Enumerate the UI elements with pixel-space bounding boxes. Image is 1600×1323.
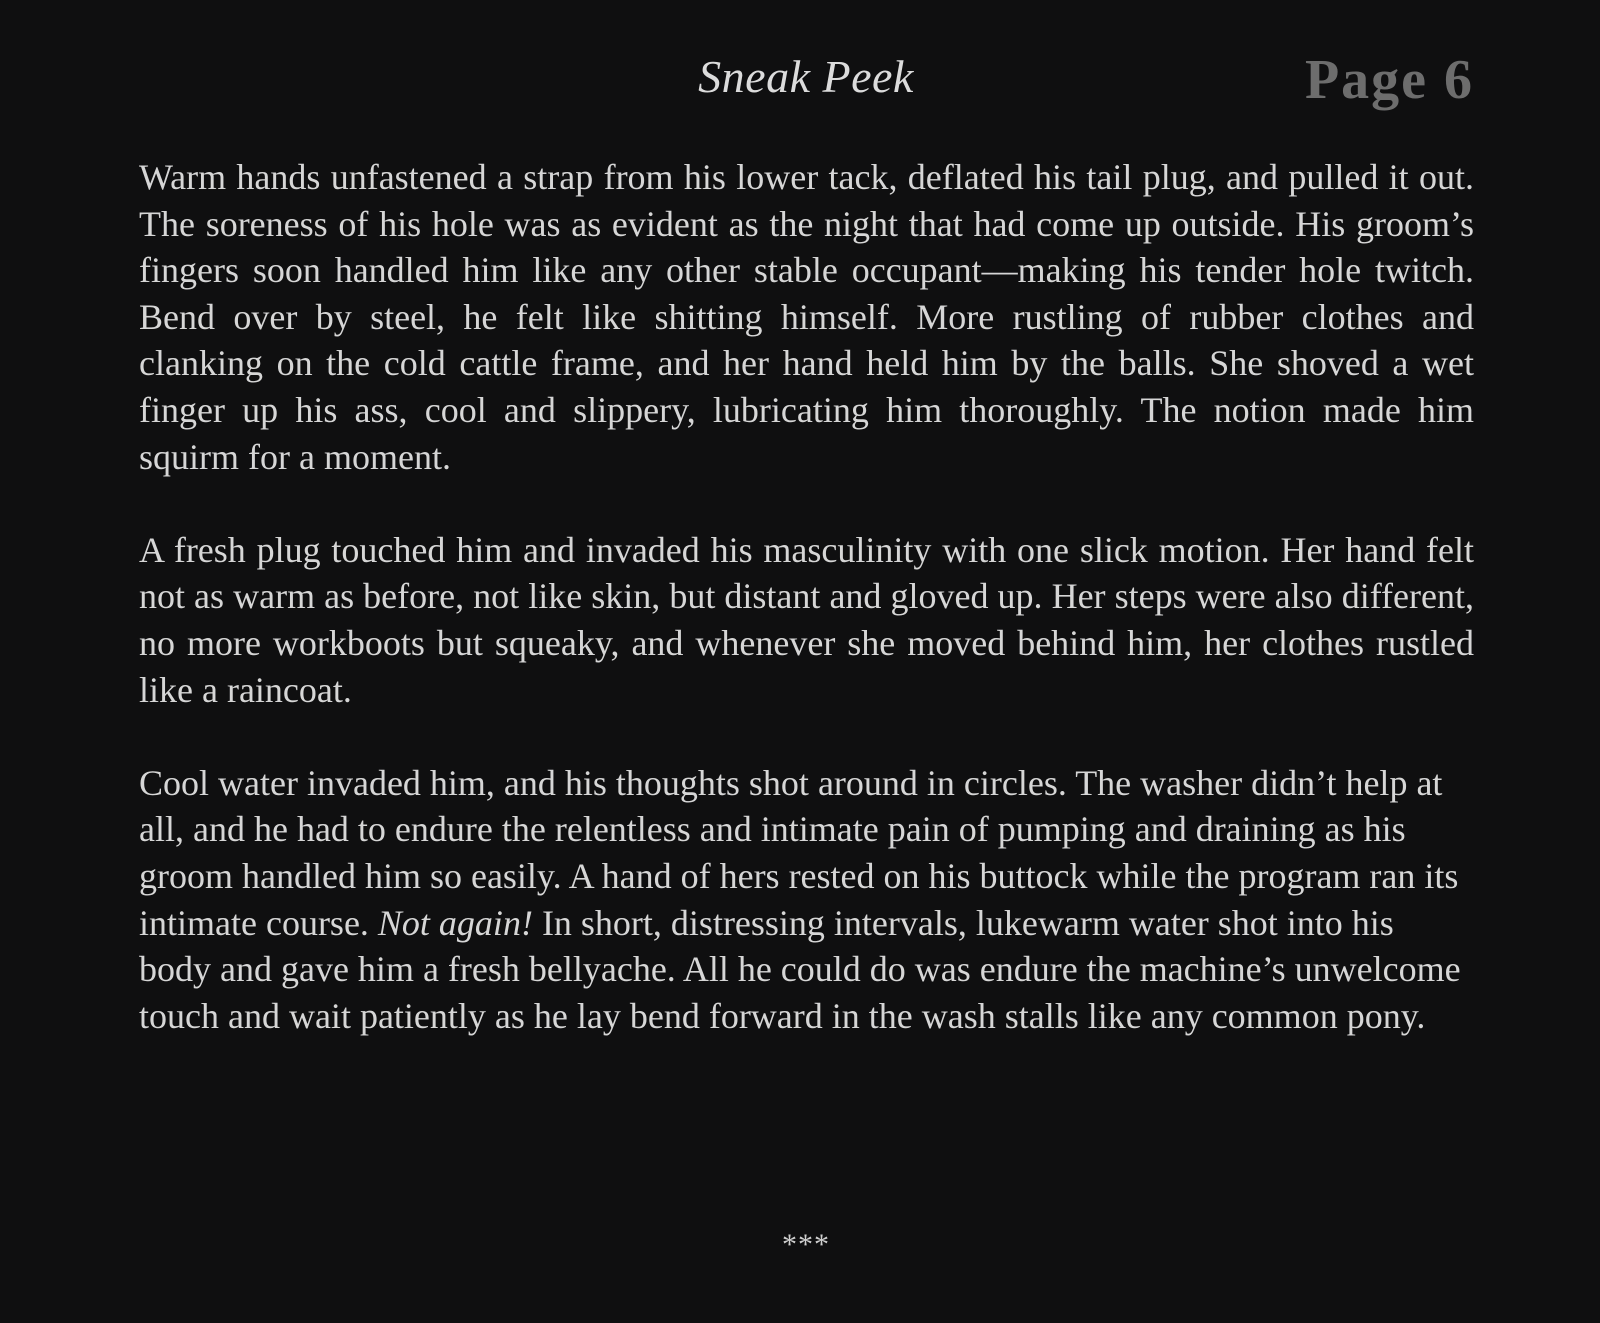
section-break: *** (782, 1228, 830, 1261)
body-text (139, 154, 1474, 1086)
paragraph-1: Warm hands unfastened a strap from his lower tack, deflated his tail plug, and pulled it out. The soreness of his hole was as evident as the night that had come up outside. His groom’s fingers soon handled him like any other stable occupant—making his tender hole twitch. Bend over by steel, he felt like shitting himself. More rustling of rubber clothes and clanking on the cold cattle frame, and her hand held him by the balls. She shoved a wet finger up his ass, cool and slippery, lubricating him thoroughly. The notion made him squirm for a moment. (139, 157, 1474, 477)
page-number: Page 6 (1304, 49, 1474, 111)
paragraph-3-text-end: In short, distressing intervals, lukewarm water shot into his body and gave him a fresh bellyache. All he could do was endure the machine’s unwelcome touch and wait patiently as he lay bend forward in the wash stalls like any common pony. (139, 902, 1461, 1036)
page-header (0, 40, 1600, 120)
paragraph-3-text-start: Cool water invaded him, and his thoughts shot around in circles. The washer didn’t help at all, and he had to endure the relentless and intimate pain of pumping and draining as his groom handled him so easily. A hand of hers rested on his buttock while the program ran its intimate course. (139, 762, 1459, 943)
paragraph-2: A fresh plug touched him and invaded his masculinity with one slick motion. Her hand felt not as warm as before, not like skin, but distant and gloved up. Her steps were also different, no more workboots but squeaky, and whenever she moved behind him, her clothes rustled like a raincoat. (139, 529, 1474, 710)
paragraph-3 (139, 760, 1474, 1040)
page-title: Sneak Peek (698, 51, 914, 102)
paragraph-3-italic-phrase: Not again! (377, 902, 533, 943)
